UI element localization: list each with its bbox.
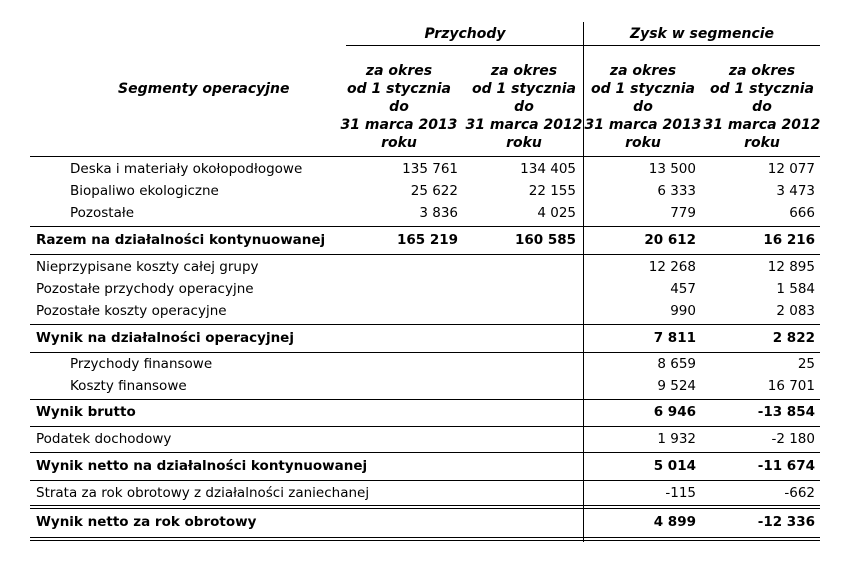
value-revenue-2013: 3 836 — [419, 205, 458, 221]
row-label: Podatek dochodowy — [36, 431, 172, 447]
value-profit-2013: 9 524 — [657, 378, 696, 394]
table-row-total — [0, 455, 844, 477]
value-profit-2013: 6 946 — [653, 404, 696, 420]
value-profit-2012: -2 180 — [771, 431, 815, 447]
row-rule — [30, 505, 820, 506]
value-profit-2013: 990 — [670, 303, 696, 319]
value-revenue-2013: 165 219 — [396, 232, 458, 248]
value-revenue-2013: 135 761 — [402, 161, 458, 177]
table-row — [0, 428, 844, 450]
value-profit-2013: 457 — [670, 281, 696, 297]
table-row — [0, 256, 844, 278]
table-row-total — [0, 327, 844, 349]
value-profit-2013: 20 612 — [644, 232, 696, 248]
profit-group-header: Zysk w segmencie — [629, 26, 775, 42]
table-row-total — [0, 401, 844, 423]
table-row — [0, 180, 844, 202]
row-label: Razem na działalności kontynuowanej — [36, 232, 326, 248]
row-label: Koszty finansowe — [70, 378, 187, 394]
row-label: Pozostałe — [70, 205, 135, 221]
table-row-total — [0, 229, 844, 251]
col-header-revenue-2012: za okres od 1 stycznia do 31 marca 2012 roku — [465, 63, 583, 151]
row-rule — [30, 452, 820, 453]
row-label: Biopaliwo ekologiczne — [70, 183, 219, 199]
value-revenue-2013: 25 622 — [410, 183, 458, 199]
value-profit-2012: -662 — [784, 485, 815, 501]
value-profit-2013: 8 659 — [657, 356, 696, 372]
col-header-profit-2012: za okres od 1 stycznia do 31 marca 2012 roku — [703, 63, 821, 151]
row-label: Wynik brutto — [36, 404, 136, 420]
value-profit-2012: 16 701 — [767, 378, 815, 394]
row-rule — [30, 324, 820, 325]
row-label: Pozostałe koszty operacyjne — [36, 303, 227, 319]
table-row — [0, 278, 844, 300]
value-profit-2013: -115 — [665, 485, 696, 501]
table-row — [0, 482, 844, 504]
table-row — [0, 353, 844, 375]
row-label: Wynik netto na działalności kontynuowanej — [36, 458, 368, 474]
value-profit-2012: 3 473 — [776, 183, 815, 199]
value-profit-2013: 1 932 — [657, 431, 696, 447]
value-profit-2012: -11 674 — [757, 458, 815, 474]
value-revenue-2012: 22 155 — [528, 183, 576, 199]
header-bottom-rule — [30, 156, 820, 157]
row-label: Przychody finansowe — [70, 356, 213, 372]
col-header-profit-2013: za okres od 1 stycznia do 31 marca 2013 roku — [584, 63, 702, 151]
value-profit-2012: -13 854 — [757, 404, 815, 420]
row-label: Deska i materiały okołopodłogowe — [70, 161, 303, 177]
value-profit-2012: 12 077 — [767, 161, 815, 177]
revenue-group-header: Przychody — [424, 26, 506, 42]
value-profit-2013: 4 899 — [653, 514, 696, 530]
row-rule — [30, 480, 820, 481]
value-profit-2012: 12 895 — [767, 259, 815, 275]
value-profit-2012: 25 — [797, 356, 815, 372]
col-header-revenue-2013: za okres od 1 stycznia do 31 marca 2013 roku — [340, 63, 458, 151]
row-rule — [30, 399, 820, 400]
table-bottom-rule — [30, 540, 820, 541]
row-rule — [30, 254, 820, 255]
value-profit-2013: 7 811 — [653, 330, 696, 346]
value-profit-2013: 6 333 — [657, 183, 696, 199]
table-row — [0, 158, 844, 180]
row-rule — [30, 508, 820, 509]
value-profit-2013: 779 — [670, 205, 696, 221]
segments-header: Segmenty operacyjne — [118, 81, 290, 97]
row-rule — [30, 426, 820, 427]
value-revenue-2012: 4 025 — [537, 205, 576, 221]
row-label: Wynik na działalności operacyjnej — [36, 330, 294, 346]
value-profit-2012: -12 336 — [757, 514, 815, 530]
table-row-total — [0, 511, 844, 533]
row-label: Wynik netto za rok obrotowy — [36, 514, 257, 530]
table-row — [0, 202, 844, 224]
value-revenue-2012: 134 405 — [520, 161, 576, 177]
value-profit-2012: 1 584 — [776, 281, 815, 297]
value-profit-2012: 2 083 — [776, 303, 815, 319]
row-label: Nieprzypisane koszty całej grupy — [36, 259, 259, 275]
value-profit-2013: 13 500 — [648, 161, 696, 177]
row-label: Strata za rok obrotowy z działalności zaniechanej — [36, 485, 370, 501]
table-bottom-rule — [30, 537, 820, 538]
value-profit-2012: 2 822 — [772, 330, 815, 346]
value-profit-2013: 12 268 — [648, 259, 696, 275]
value-profit-2012: 16 216 — [763, 232, 815, 248]
value-profit-2013: 5 014 — [653, 458, 696, 474]
table-row — [0, 300, 844, 322]
table-row — [0, 375, 844, 397]
row-rule — [30, 226, 820, 227]
row-label: Pozostałe przychody operacyjne — [36, 281, 254, 297]
value-profit-2012: 666 — [789, 205, 815, 221]
value-revenue-2012: 160 585 — [514, 232, 576, 248]
